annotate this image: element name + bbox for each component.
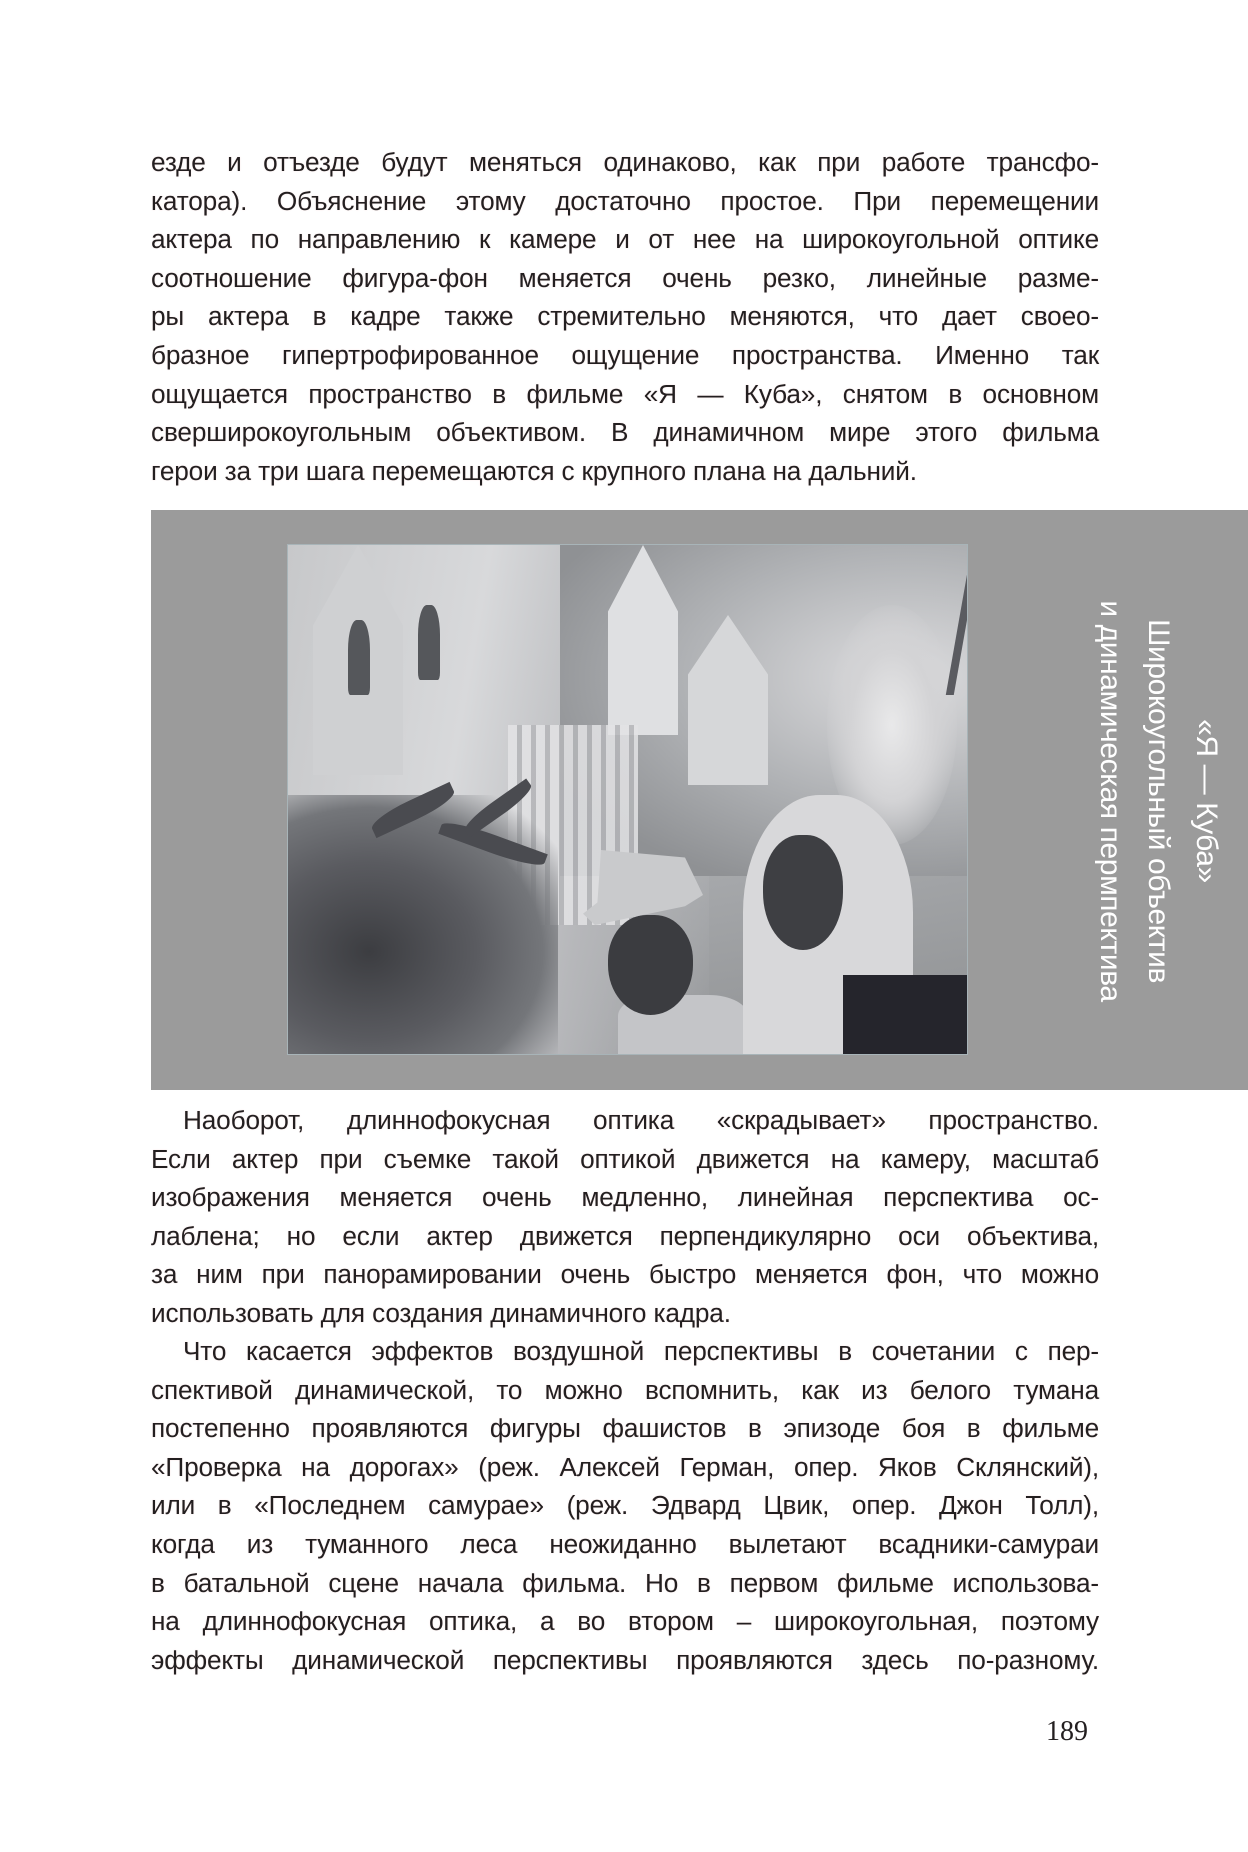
church-window bbox=[348, 620, 370, 695]
text-line: бразное гипертрофированное ощущение пространства. Именно так bbox=[151, 339, 1099, 370]
text-line: «Проверка на дорогах» (реж. Алексей Герман, опер. Яков Склянский), bbox=[151, 1451, 1099, 1482]
text-line: на длиннофокусная оптика, а во втором – широкоугольная, поэтому bbox=[151, 1606, 1099, 1637]
text-line: ры актера в кадре также стремительно меняются, что дает своео- bbox=[151, 301, 1099, 332]
caption-line: Широкоугольный объектив bbox=[1142, 618, 1175, 984]
text-line: постепенно проявляются фигуры фашистов в эпизоде боя в фильме bbox=[151, 1413, 1099, 1444]
text-line: в батальной сцене начала фильма. Но в первом фильме использова- bbox=[151, 1567, 1099, 1598]
woman-coat bbox=[843, 975, 968, 1055]
text-line: эффекты динамической перспективы проявляются здесь по-разному. bbox=[151, 1644, 1099, 1675]
film-still-photo bbox=[287, 544, 968, 1055]
text-line: использовать для создания динамичного кадра. bbox=[151, 1297, 731, 1328]
text-line: ощущается пространство в фильме «Я — Куба», снятом в основном bbox=[151, 378, 1099, 409]
paragraph-continued bbox=[151, 143, 1099, 490]
caption-line: и динамическая пермпектива bbox=[1094, 600, 1127, 1002]
text-line: за ним при панорамировании очень быстро меняется фон, что можно bbox=[151, 1259, 1099, 1290]
figure-caption bbox=[1068, 546, 1248, 1056]
man-face bbox=[608, 915, 693, 1015]
church-window bbox=[418, 605, 440, 680]
caption-title: «Я — Куба» bbox=[1190, 719, 1223, 883]
text-line: езде и отъезде будут меняться одинаково, как при работе трансфо- bbox=[151, 147, 1099, 177]
banana-bunch bbox=[288, 795, 558, 1055]
text-line: изображения меняется очень медленно, линейная перспектива ос- bbox=[151, 1182, 1099, 1213]
paragraph bbox=[151, 1101, 1099, 1333]
text-line: сверширокоугольным объективом. В динамичном мире этого фильма bbox=[151, 417, 1099, 448]
page-number: 189 bbox=[1046, 1716, 1088, 1747]
woman-face bbox=[763, 835, 843, 950]
paragraph bbox=[151, 1332, 1099, 1679]
figure-band bbox=[151, 510, 1248, 1090]
text-line: когда из туманного леса неожиданно вылетают всадники-самураи bbox=[151, 1528, 1099, 1559]
text-line: лаблена; но если актер движется перпендикулярно оси объектива, bbox=[151, 1220, 1099, 1251]
text-line: Что касается эффектов воздушной перспективы в сочетании с пер- bbox=[183, 1336, 1099, 1366]
text-line: катора). Объяснение этому достаточно простое. При перемещении bbox=[151, 185, 1099, 216]
text-line: актера по направлению к камере и от нее на широкоугольной оптике bbox=[151, 224, 1099, 255]
text-line: соотношение фигура-фон меняется очень резко, линейные разме- bbox=[151, 262, 1099, 293]
caption-rotated bbox=[1086, 546, 1230, 1056]
text-line: или в «Последнем самурае» (реж. Эдвард Цвик, опер. Джон Толл), bbox=[151, 1490, 1099, 1521]
text-line: герои за три шага перемещаются с крупного плана на дальний. bbox=[151, 455, 917, 486]
text-line: Если актер при съемке такой оптикой движется на камеру, масштаб bbox=[151, 1143, 1099, 1174]
text-line: спективой динамической, то можно вспомнить, как из белого тумана bbox=[151, 1374, 1099, 1405]
text-line: Наоборот, длиннофокусная оптика «скрадывает» пространство. bbox=[183, 1105, 1099, 1135]
